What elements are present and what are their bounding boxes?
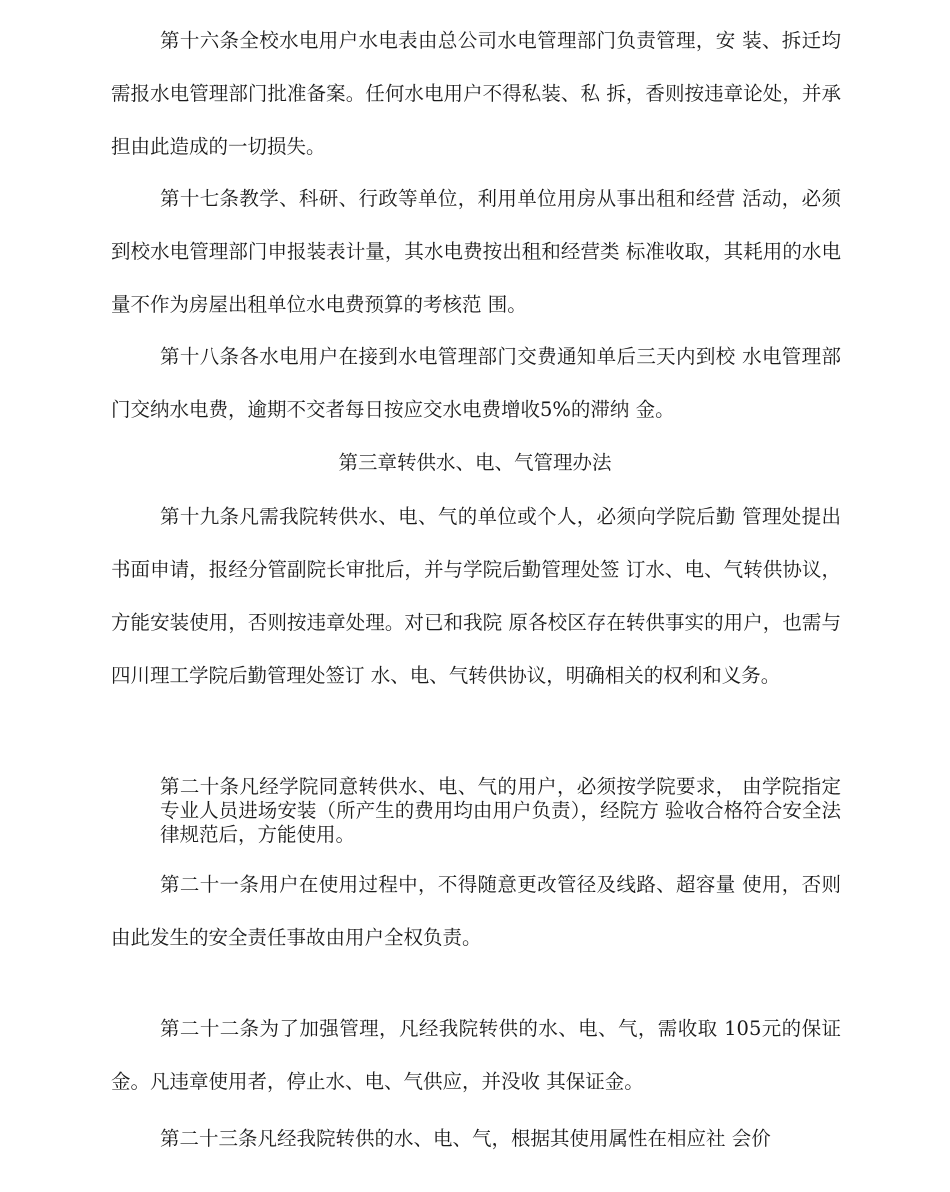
article-16: 第十六条全校水电用户水电表由总公司水电管理部门负责管理，安 装、拆迁均需报水电管理部门批准备案。任何水电用户不得私装、私 拆，香则按违章论处，并承担由此造成的一切损失。	[111, 29, 841, 158]
article-22: 第二十二条为了加强管理，凡经我院转供的水、电、气，需收取 105元的保证金。凡违章使用者，停止水、电、气供应，并没收 其保证金。	[111, 1017, 841, 1093]
article-18: 第十八条各水电用户在接到水电管理部门交费通知单后三天内到校 水电管理部门交纳水电费，逾期不交者每日按应交水电费增收5%的滞纳 金。	[111, 345, 841, 421]
article-19: 第十九条凡需我院转供水、电、气的单位或个人，必须向学院后勤 管理处提出书面申请，报经分管副院长审批后，并与学院后勤管理处签 订水、电、气转供协议，方能安装使用，否则按违章处理。对已和我院 原各校区存在转供事实的用户，也需与四川理工学院后勤管理处签订 水、电、气转供协议，明确相关的权利和义务。	[111, 505, 841, 687]
article-21: 第二十一条用户在使用过程中，不得随意更改管径及线路、超容量 使用，否则由此发生的安全责任事故由用户全权负责。	[111, 873, 841, 949]
article-23: 第二十三条凡经我院转供的水、电、气，根据其使用属性在相应社 会价	[160, 1127, 771, 1150]
chapter-heading: 第三章转供水、电、气管理办法	[338, 451, 612, 474]
article-20: 第二十条凡经学院同意转供水、电、气的用户，必须按学院要求， 由学院指定专业人员进场安装（所产生的费用均由用户负责），经院方 验收合格符合安全法律规范后，方能使用。	[160, 775, 841, 846]
article-17: 第十七条教学、科研、行政等单位，利用单位用房从事出租和经营 活动，必须到校水电管理部门申报装表计量，其水电费按出租和经营类 标准收取，其耗用的水电量不作为房屋出租单位水电费预算的考核范 围。	[111, 187, 841, 316]
